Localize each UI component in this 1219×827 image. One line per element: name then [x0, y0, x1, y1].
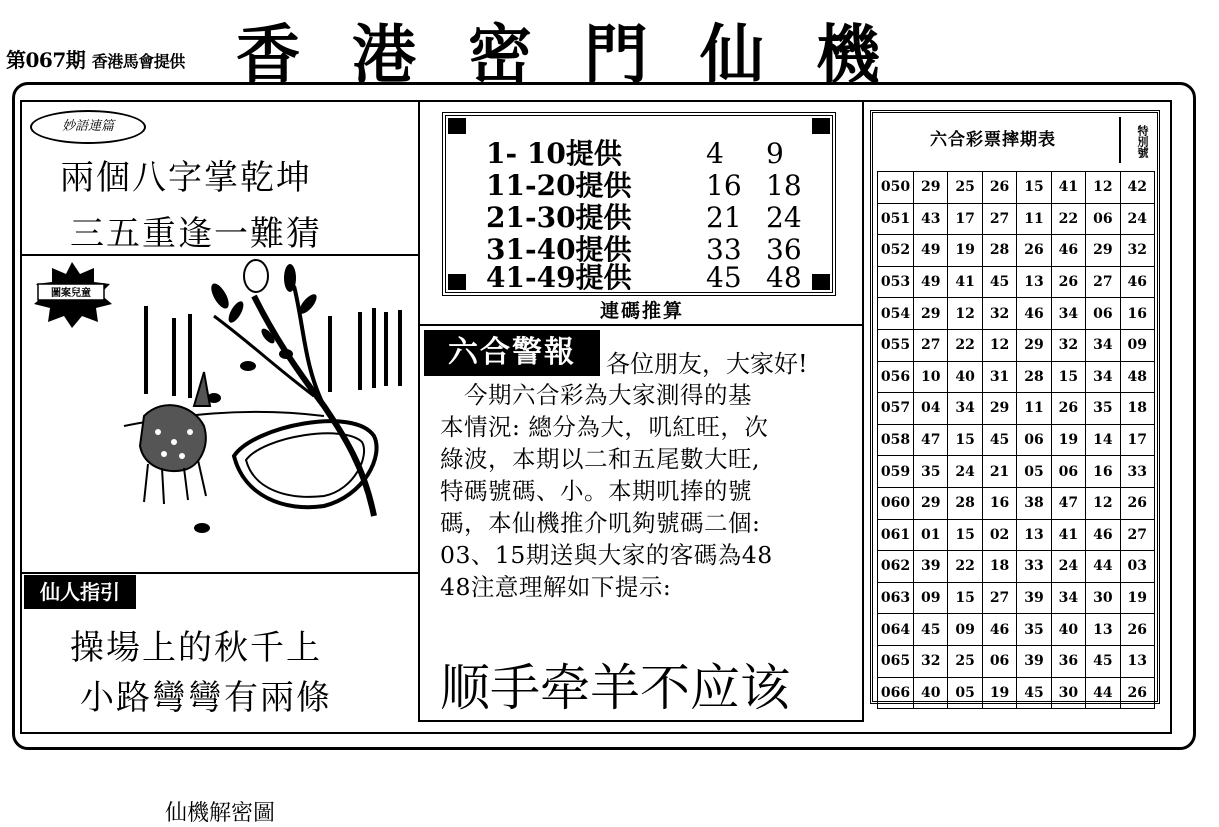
issue-cell: 057: [878, 393, 914, 425]
number-cell: 26: [1051, 266, 1085, 298]
range-value: 18: [766, 169, 802, 202]
number-cell: 13: [1017, 266, 1051, 298]
number-cell: 24: [1051, 551, 1085, 583]
issue-header: [6, 44, 185, 73]
number-cell: 21: [982, 456, 1016, 488]
number-cell: 39: [914, 551, 948, 583]
number-cell: 33: [1017, 551, 1051, 583]
number-cell: 47: [914, 424, 948, 456]
number-cell: 19: [948, 235, 982, 267]
number-cell: 12: [948, 298, 982, 330]
number-cell: 34: [948, 393, 982, 425]
number-cell: 09: [914, 582, 948, 614]
number-cell: 27: [982, 203, 1016, 235]
number-cell: 34: [1086, 329, 1120, 361]
number-cell: 29: [914, 172, 948, 204]
number-cell: 02: [982, 519, 1016, 551]
number-cell: 18: [982, 551, 1016, 583]
number-cell: 19: [1051, 424, 1085, 456]
number-cell: 06: [1051, 456, 1085, 488]
issue-cell: 056: [878, 361, 914, 393]
divider-left: [418, 100, 420, 722]
table-row: [878, 456, 1155, 488]
number-cell: 09: [948, 614, 982, 646]
number-cell: 05: [948, 677, 982, 709]
special-number-cell: 42: [1120, 172, 1154, 204]
number-cell: 25: [948, 645, 982, 677]
range-value: 24: [766, 201, 802, 234]
range-value: 33: [706, 233, 742, 266]
number-cell: 26: [982, 172, 1016, 204]
number-cell: 24: [948, 456, 982, 488]
special-number-cell: 27: [1120, 519, 1154, 551]
special-number-cell: 26: [1120, 614, 1154, 646]
number-cell: 06: [1086, 298, 1120, 330]
number-cell: 44: [1086, 677, 1120, 709]
table-row: [878, 235, 1155, 267]
table-row: [878, 424, 1155, 456]
special-number-cell: 13: [1120, 645, 1154, 677]
number-cell: 15: [948, 424, 982, 456]
special-number-cell: 18: [1120, 393, 1154, 425]
number-cell: 35: [1017, 614, 1051, 646]
number-cell: 13: [1086, 614, 1120, 646]
number-cell: 32: [1051, 329, 1085, 361]
number-cell: 46: [1086, 519, 1120, 551]
number-cell: 28: [1017, 361, 1051, 393]
body-line: 本情況: 總分為大，叽紅旺，次: [440, 413, 769, 441]
number-cell: 12: [982, 329, 1016, 361]
number-cell: 11: [1017, 203, 1051, 235]
table-row: [878, 298, 1155, 330]
number-cell: 41: [1051, 172, 1085, 204]
number-cell: 45: [1017, 677, 1051, 709]
table-row: [878, 677, 1155, 709]
issue-cell: 064: [878, 614, 914, 646]
hint-phrase: 顺手牵羊不应该: [440, 659, 790, 717]
range-value: 9: [766, 137, 784, 170]
number-cell: 16: [1086, 456, 1120, 488]
poem-top-line-2: 三五重逢一難猜: [70, 214, 322, 254]
number-cell: 29: [914, 298, 948, 330]
table-row: [878, 393, 1155, 425]
page-title: 香港密門仙機: [236, 19, 932, 93]
draw-table: [877, 171, 1155, 709]
divider-left-bottom: [20, 572, 418, 574]
number-cell: 16: [982, 487, 1016, 519]
number-cell: 06: [1017, 424, 1051, 456]
number-cell: 45: [982, 266, 1016, 298]
number-cell: 28: [982, 235, 1016, 267]
table-row: [878, 582, 1155, 614]
number-cell: 15: [948, 519, 982, 551]
number-cell: 12: [1086, 487, 1120, 519]
greeting: 各位朋友，大家好!: [606, 350, 808, 378]
number-cell: 32: [914, 645, 948, 677]
number-cell: 40: [1051, 614, 1085, 646]
number-cell: 12: [1086, 172, 1120, 204]
special-number-cell: 48: [1120, 361, 1154, 393]
number-cell: 26: [1051, 393, 1085, 425]
issue-cell: 054: [878, 298, 914, 330]
number-cell: 29: [982, 393, 1016, 425]
special-number-cell: 16: [1120, 298, 1154, 330]
poem-bottom-line-2: 小路彎彎有兩條: [80, 678, 332, 718]
range-label: 1- 10提供: [486, 137, 622, 170]
number-cell: 40: [914, 677, 948, 709]
issue-cell: 051: [878, 203, 914, 235]
range-value: 4: [706, 137, 724, 170]
guide-label: 仙人指引: [24, 575, 136, 609]
range-value: 21: [706, 201, 742, 234]
number-cell: 46: [1017, 298, 1051, 330]
issue-cell: 053: [878, 266, 914, 298]
draw-table-body: [878, 172, 1155, 709]
range-label: 21-30提供: [486, 201, 632, 234]
range-label: 31-40提供: [486, 233, 632, 266]
number-cell: 26: [1017, 235, 1051, 267]
table-row: [878, 614, 1155, 646]
number-cell: 25: [948, 172, 982, 204]
special-number-cell: 33: [1120, 456, 1154, 488]
number-cell: 27: [982, 582, 1016, 614]
number-cell: 31: [982, 361, 1016, 393]
table-row: [878, 172, 1155, 204]
number-cell: 29: [1017, 329, 1051, 361]
body-line: 今期六合彩為大家測得的基: [440, 381, 752, 409]
goat-tree-illustration: [24, 256, 416, 572]
number-cell: 35: [914, 456, 948, 488]
special-number-cell: 32: [1120, 235, 1154, 267]
table-row: [878, 487, 1155, 519]
number-cell: 29: [1086, 235, 1120, 267]
number-cell: 34: [1086, 361, 1120, 393]
range-label: 41-49提供: [486, 261, 632, 294]
issue-cell: 063: [878, 582, 914, 614]
range-value: 36: [766, 233, 802, 266]
number-cell: 19: [982, 677, 1016, 709]
number-cell: 22: [948, 551, 982, 583]
number-cell: 17: [948, 203, 982, 235]
number-cell: 30: [1086, 582, 1120, 614]
number-cell: 10: [914, 361, 948, 393]
poem-bottom-line-1: 操場上的秋千上: [70, 628, 322, 668]
number-cell: 22: [948, 329, 982, 361]
number-cell: 39: [1017, 645, 1051, 677]
body-line: 綠波，本期以二和五尾數大旺,: [440, 445, 760, 473]
number-cell: 34: [1051, 582, 1085, 614]
special-number-cell: 03: [1120, 551, 1154, 583]
number-cell: 47: [1051, 487, 1085, 519]
divider-middle: [420, 324, 862, 326]
number-cell: 43: [914, 203, 948, 235]
special-number-cell: 24: [1120, 203, 1154, 235]
number-cell: 15: [948, 582, 982, 614]
number-cell: 46: [1051, 235, 1085, 267]
body-line: 碼，本仙機推介叽夠號碼二個:: [440, 509, 761, 537]
special-number-cell: 26: [1120, 677, 1154, 709]
issue-cell: 061: [878, 519, 914, 551]
picture-caption: 仙機解密圖: [164, 801, 275, 826]
range-row: [486, 256, 816, 296]
table-row: [878, 266, 1155, 298]
number-cell: 40: [948, 361, 982, 393]
ranges-title: 連碼推算: [599, 300, 684, 322]
number-cell: 39: [1017, 582, 1051, 614]
range-box: [442, 112, 836, 296]
badge-oval: 妙語連篇: [30, 110, 146, 144]
number-cell: 45: [914, 614, 948, 646]
number-cell: 30: [1051, 677, 1085, 709]
number-cell: 01: [914, 519, 948, 551]
issue-cell: 059: [878, 456, 914, 488]
issue-cell: 055: [878, 329, 914, 361]
table-row: [878, 519, 1155, 551]
special-number-cell: 09: [1120, 329, 1154, 361]
number-cell: 22: [1051, 203, 1085, 235]
number-cell: 29: [914, 487, 948, 519]
number-cell: 45: [1086, 645, 1120, 677]
number-cell: 28: [948, 487, 982, 519]
divider-right: [862, 100, 864, 722]
number-cell: 41: [1051, 519, 1085, 551]
special-number-cell: 26: [1120, 487, 1154, 519]
poem-top-line-1: 兩個八字掌乾坤: [60, 158, 312, 198]
special-number-cell: 17: [1120, 424, 1154, 456]
number-cell: 04: [914, 393, 948, 425]
number-cell: 27: [1086, 266, 1120, 298]
table-title: 六合彩票摔期表: [930, 130, 1056, 150]
body-line: 特碼號碼、小。本期叽捧的號: [440, 477, 752, 505]
number-cell: 32: [982, 298, 1016, 330]
number-cell: 45: [982, 424, 1016, 456]
number-cell: 38: [1017, 487, 1051, 519]
corner-mark-tl: [448, 118, 466, 134]
number-cell: 35: [1086, 393, 1120, 425]
number-cell: 36: [1051, 645, 1085, 677]
special-number-cell: 46: [1120, 266, 1154, 298]
number-cell: 14: [1086, 424, 1120, 456]
number-cell: 05: [1017, 456, 1051, 488]
number-cell: 44: [1086, 551, 1120, 583]
issue-cell: 066: [878, 677, 914, 709]
range-label: 11-20提供: [486, 169, 632, 202]
special-number-label: 特別號: [1119, 117, 1149, 163]
table-row: [878, 361, 1155, 393]
issue-cell: 052: [878, 235, 914, 267]
number-cell: 15: [1017, 172, 1051, 204]
issue-cell: 058: [878, 424, 914, 456]
picture-badge-text: 圖案兒童: [51, 288, 91, 299]
number-cell: 13: [1017, 519, 1051, 551]
range-value: 48: [766, 261, 802, 294]
divider-middle-bottom: [420, 720, 862, 722]
issue-cell: 062: [878, 551, 914, 583]
issue-cell: 060: [878, 487, 914, 519]
number-cell: 11: [1017, 393, 1051, 425]
number-cell: 06: [982, 645, 1016, 677]
number-cell: 46: [982, 614, 1016, 646]
number-cell: 15: [1051, 361, 1085, 393]
table-row: [878, 203, 1155, 235]
number-cell: 34: [1051, 298, 1085, 330]
issue-cell: 050: [878, 172, 914, 204]
table-row: [878, 329, 1155, 361]
number-cell: 41: [948, 266, 982, 298]
alert-label: 六合警報: [424, 330, 600, 376]
number-cell: 49: [914, 266, 948, 298]
number-cell: 27: [914, 329, 948, 361]
table-row: [878, 551, 1155, 583]
range-value: 45: [706, 261, 742, 294]
body-line: 03、15期送與大家的客碼為48: [440, 541, 773, 569]
table-row: [878, 645, 1155, 677]
number-cell: 06: [1086, 203, 1120, 235]
body-line: 48注意理解如下提示:: [440, 573, 672, 601]
provider-text: 香港馬會提供: [91, 52, 185, 71]
issue-number: 第067期: [6, 48, 86, 72]
draw-table-panel: [870, 110, 1160, 704]
range-value: 16: [706, 169, 742, 202]
corner-mark-bl: [448, 274, 466, 290]
special-number-cell: 19: [1120, 582, 1154, 614]
number-cell: 49: [914, 235, 948, 267]
issue-cell: 065: [878, 645, 914, 677]
